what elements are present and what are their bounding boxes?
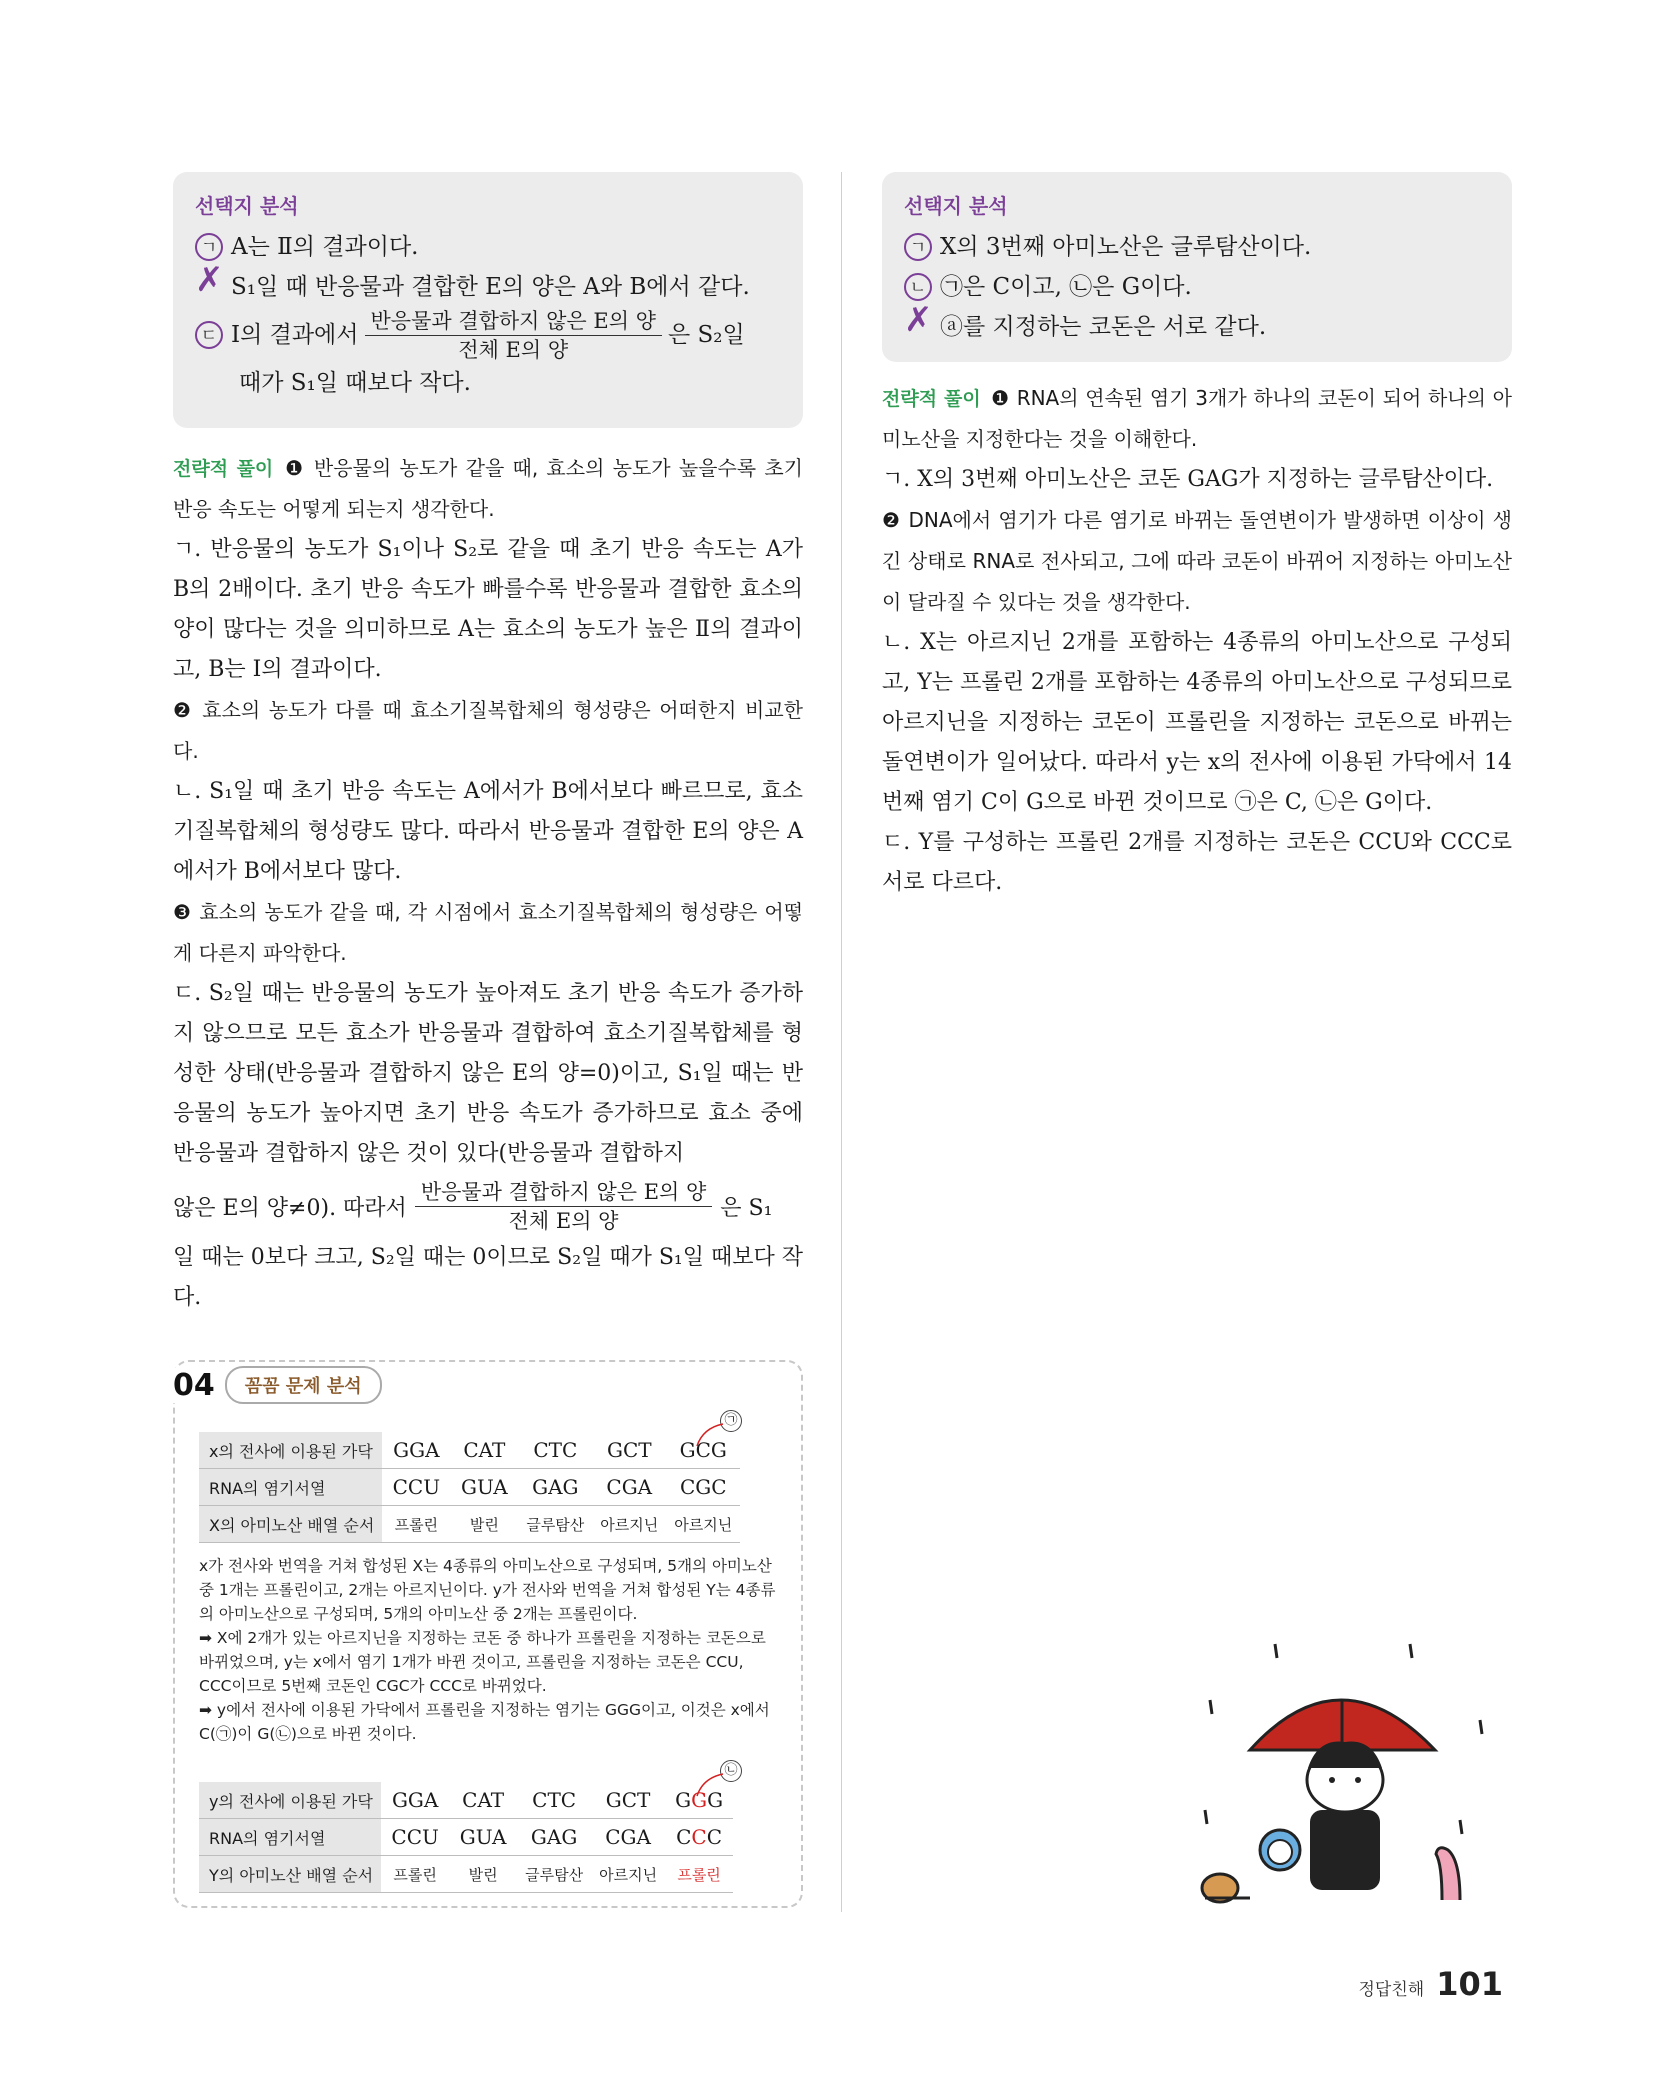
explanation-c: ㄷ. S₂일 때는 반응물의 농도가 높아져도 초기 반응 속도가 증가하지 않으므로 모든 효소가 반응물과 결합하여 효소기질복합체를 형성한 상태(반응물과 결합하지 않은 E의 양=0)이고, S₁일 때는 반응물의 농도가 높아지면 초기 반응 속도가 증가하므로 효소 중에 반응물과 결합하지 않은 것이 있다(반응물과 결합하지: [173, 981, 803, 1166]
step-number: ❸: [173, 900, 192, 924]
table-row: [199, 1819, 733, 1856]
strategy-label: 전략적 풀이: [173, 458, 274, 480]
right-column: [882, 172, 1512, 903]
table-row: [199, 1432, 740, 1469]
option-text: 은 S₂일: [667, 322, 745, 348]
cat-umbrella-illustration: [1180, 1640, 1500, 1910]
sequence-table-y: [199, 1782, 733, 1893]
table-row: [199, 1856, 733, 1893]
explanation-a: ㄱ. X의 3번째 아미노산은 코돈 GAG가 지정하는 글루탐산이다.: [882, 467, 1494, 492]
table-cell: CCU: [382, 1469, 450, 1506]
analysis-tag: 꼼꼼 문제 분석: [225, 1366, 382, 1404]
table-cell: GGA: [381, 1782, 449, 1819]
option-mark-correct: ㄱ: [904, 233, 932, 261]
fraction-numerator: 반응물과 결합하지 않은 E의 양: [365, 307, 662, 336]
table-cell: CGC: [666, 1469, 740, 1506]
table-cell: GCT: [591, 1782, 665, 1819]
choice-analysis-box: [882, 172, 1512, 362]
table-cell: CAT: [450, 1432, 518, 1469]
table-row: [199, 1506, 740, 1543]
option-text: ⓐ를 지정하는 코돈은 서로 같다.: [940, 314, 1267, 340]
step-number: ❷: [173, 698, 194, 722]
mark-2-label: ㉡: [720, 1760, 742, 1782]
table-cell: GCG: [666, 1432, 740, 1469]
row-header: RNA의 염기서열: [199, 1469, 382, 1506]
row-header: y의 전사에 이용된 가닥: [199, 1782, 381, 1819]
left-column: [173, 172, 803, 1318]
option-text: Ⅰ의 결과에서: [231, 322, 359, 348]
table-cell: 아르지닌: [592, 1506, 666, 1543]
table-cell: CAT: [449, 1782, 517, 1819]
problem-analysis-box: [173, 1360, 803, 1908]
table-cell: GCT: [592, 1432, 666, 1469]
table-cell: GAG: [518, 1469, 592, 1506]
problem-number: 04: [173, 1368, 221, 1403]
analysis-text: [199, 1554, 779, 1746]
option-1: [904, 227, 1490, 267]
table-cell: 프롤린: [665, 1856, 733, 1893]
table-row: [199, 1782, 733, 1819]
step-text: DNA에서 염기가 다른 염기로 바뀌는 돌연변이가 발생하면 이상이 생긴 상태로 RNA로 전사되고, 그에 따라 코돈이 바뀌어 지정하는 아미노산이 달라질 수 있다는 것을 생각한다.: [882, 508, 1512, 614]
option-text: ㉠은 C이고, ㉡은 G이다.: [940, 274, 1192, 300]
option-mark-wrong: [904, 313, 932, 341]
text: 은 S₁: [720, 1195, 773, 1221]
option-mark-wrong: [195, 273, 223, 301]
explanation-b: ㄴ. X는 아르지닌 2개를 포함하는 4종류의 아미노산으로 구성되고, Y는 프롤린 2개를 포함하는 4종류의 아미노산으로 구성되므로 아르지닌을 지정하는 코돈이 프롤린을 지정하는 코돈으로 바뀌는 돌연변이가 일어났다. 따라서 y는 x의 전사에 이용된 가닥에서 14번째 염기 C이 G으로 바뀐 것이므로 ㉠은 C, ㉡은 G이다.: [882, 630, 1512, 815]
table-cell: GGG: [665, 1782, 733, 1819]
page-footer: [1359, 1965, 1504, 2003]
option-2: [195, 267, 781, 307]
table-cell: 아르지닌: [591, 1856, 665, 1893]
footer-label: 정답친해: [1358, 1980, 1425, 2000]
explanation-c-end: 일 때는 0보다 크고, S₂일 때는 0이므로 S₂일 때가 S₁일 때보다 작다.: [173, 1245, 803, 1310]
explanation-b: ㄴ. S₁일 때 초기 반응 속도는 A에서가 B에서보다 빠르므로, 효소기질복합체의 형성량도 많다. 따라서 반응물과 결합한 E의 양은 A에서가 B에서보다 많다.: [173, 779, 803, 884]
option-1: [195, 227, 781, 267]
row-header: x의 전사에 이용된 가닥: [199, 1432, 382, 1469]
table-cell: CGA: [591, 1819, 665, 1856]
fraction: [365, 307, 662, 364]
step-text: 반응물의 농도가 같을 때, 효소의 농도가 높을수록 초기 반응 속도는 어떻게 되는지 생각한다.: [173, 456, 804, 521]
table-cell: CTC: [517, 1782, 591, 1819]
strategy-section: [882, 378, 1512, 903]
table-cell: GAG: [517, 1819, 591, 1856]
table-cell: CCU: [381, 1819, 449, 1856]
explanation-c: ㄷ. Y를 구성하는 프롤린 2개를 지정하는 코돈은 CCU와 CCC로 서로 다르다.: [882, 830, 1512, 895]
strategy-step-1: [882, 378, 1512, 460]
choice-analysis-box: [173, 172, 803, 428]
fraction-denominator: 전체 E의 양: [458, 337, 569, 362]
table-cell: 발린: [449, 1856, 517, 1893]
sequence-table-x: [199, 1432, 740, 1543]
row-header: X의 아미노산 배열 순서: [199, 1506, 382, 1543]
explanation-c-fraction-line: [173, 1174, 803, 1238]
mark-1-label: ㉠: [720, 1410, 742, 1432]
choice-analysis-title: 선택지 분석: [195, 194, 299, 218]
table-cell: CCC: [665, 1819, 733, 1856]
option-mark-correct: ㄴ: [904, 273, 932, 301]
table-cell: 글루탐산: [518, 1506, 592, 1543]
table-cell: CTC: [518, 1432, 592, 1469]
fraction-denominator: 전체 E의 양: [508, 1208, 619, 1233]
fraction: [415, 1178, 712, 1235]
choice-analysis-title: 선택지 분석: [904, 194, 1008, 218]
option-3: [195, 307, 781, 363]
option-text: A는 Ⅱ의 결과이다.: [231, 234, 419, 260]
fraction-numerator: 반응물과 결합하지 않은 E의 양: [415, 1178, 712, 1207]
table-cell: GUA: [450, 1469, 518, 1506]
strategy-label: 전략적 풀이: [882, 388, 981, 410]
table-cell: CGA: [592, 1469, 666, 1506]
analysis-header: [173, 1366, 382, 1404]
table-cell: 프롤린: [381, 1856, 449, 1893]
analysis-para-3: ➡ y에서 전사에 이용된 가닥에서 프롤린을 지정하는 염기는 GGG이고, 이것은 x에서 C(㉠)이 G(㉡)으로 바뀐 것이다.: [199, 1701, 770, 1743]
option-mark-correct: ㄷ: [195, 321, 223, 349]
strategy-step-2: [882, 500, 1512, 623]
step-text: 효소의 농도가 다를 때 효소기질복합체의 형성량은 어떠한지 비교한다.: [173, 698, 803, 763]
analysis-para-1: x가 전사와 번역을 거쳐 합성된 X는 4종류의 아미노산으로 구성되며, 5개의 아미노산 중 1개는 프롤린이고, 2개는 아르지닌이다. y가 전사와 번역을 거쳐 합성된 Y는 4종류의 아미노산으로 구성되며, 5개의 아미노산 중 2개는 프롤린이다.: [199, 1557, 776, 1623]
strategy-step-3: [173, 892, 803, 974]
row-header: Y의 아미노산 배열 순서: [199, 1856, 381, 1893]
table-cell: GGA: [382, 1432, 450, 1469]
analysis-para-2: ➡ X에 2개가 있는 아르지닌을 지정하는 코돈 중 하나가 프롤린을 지정하는 코돈으로 바뀌었으며, y는 x에서 염기 1개가 바뀐 것이고, 프롤린을 지정하는 코돈은 CCU, CCC이므로 5번째 코돈인 CGC가 CCC로 바뀌었다.: [199, 1629, 766, 1695]
step-number: ❶: [283, 456, 305, 480]
table-cell: 프롤린: [382, 1506, 450, 1543]
text: 않은 E의 양≠0). 따라서: [173, 1195, 407, 1221]
table-cell: 아르지닌: [666, 1506, 740, 1543]
step-number: ❶: [990, 386, 1010, 410]
step-number: ❷: [882, 508, 901, 532]
option-3: [904, 307, 1490, 347]
option-text: S₁일 때 반응물과 결합한 E의 양은 A와 B에서 같다.: [231, 274, 750, 300]
option-mark-correct: ㄱ: [195, 233, 223, 261]
table-cell: 글루탐산: [517, 1856, 591, 1893]
explanation-a: ㄱ. 반응물의 농도가 S₁이나 S₂로 같을 때 초기 반응 속도는 A가 B의 2배이다. 초기 반응 속도가 빠를수록 반응물과 결합한 효소의 양이 많다는 것을 의미하므로 A는 효소의 농도가 높은 Ⅱ의 결과이고, B는 Ⅰ의 결과이다.: [173, 537, 803, 682]
strategy-step-1: [173, 448, 803, 530]
table-row: [199, 1469, 740, 1506]
table-cell: 발린: [450, 1506, 518, 1543]
table-cell: GUA: [449, 1819, 517, 1856]
option-3-line-2: 때가 S₁일 때보다 작다.: [239, 370, 471, 396]
option-text: X의 3번째 아미노산은 글루탐산이다.: [940, 234, 1312, 260]
page-number: 101: [1436, 1965, 1503, 2003]
strategy-section: [173, 448, 803, 1318]
step-text: 효소의 농도가 같을 때, 각 시점에서 효소기질복합체의 형성량은 어떻게 다른지 파악한다.: [173, 900, 803, 965]
strategy-step-2: [173, 690, 803, 772]
column-divider: [841, 172, 842, 1912]
row-header: RNA의 염기서열: [199, 1819, 381, 1856]
step-text: RNA의 연속된 염기 3개가 하나의 코돈이 되어 하나의 아미노산을 지정한다는 것을 이해한다.: [882, 386, 1512, 451]
option-2: [904, 267, 1490, 307]
